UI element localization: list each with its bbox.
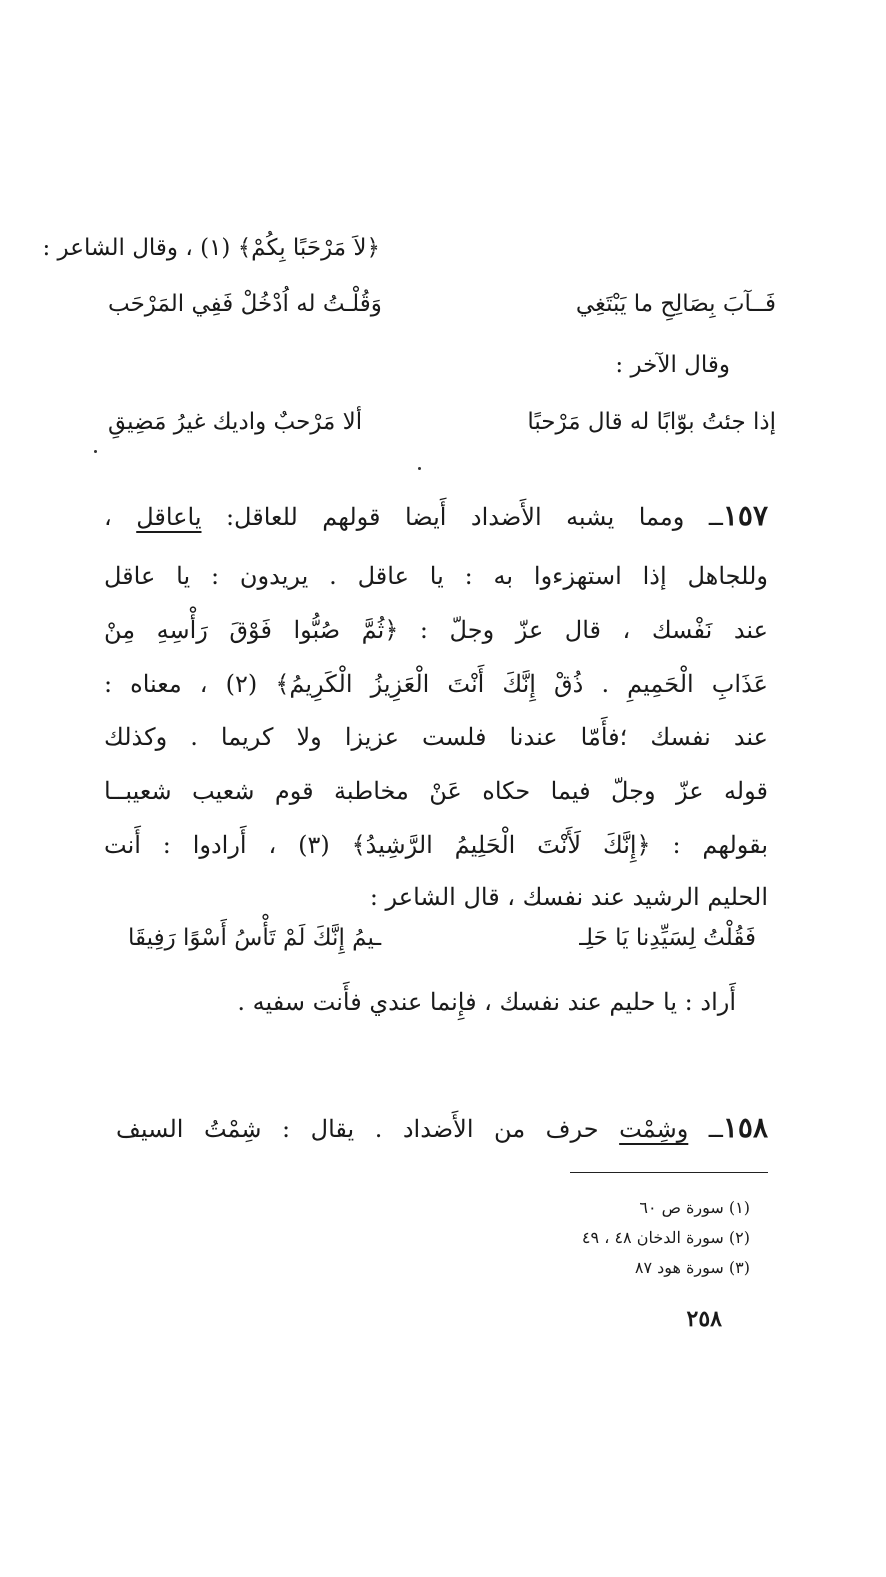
footnote: (٣) سورة هود ٨٧ [634, 1258, 750, 1277]
headword: وشِمْت [619, 1115, 689, 1143]
verse-hemistich-right: فَقُلْتُ لِسَيِّدِنا يَا حَلِـ [579, 925, 756, 951]
verse-line [108, 284, 776, 324]
text-line: وقال الآخر : [615, 352, 730, 378]
body-line: قوله عزّ وجلّ فيما حكاه عَنْ مخاطبة قوم شعيب شعيبــا [104, 777, 768, 805]
body-line: بقولهم : ﴿إِنَّكَ لَأَنْتَ الْحَلِيمُ الرَّشِيدُ﴾ (٣) ، أَرادوا : أَنت [104, 831, 768, 859]
footnote: (٢) سورة الدخان ٤٨ ، ٤٩ [581, 1228, 750, 1247]
verse-hemistich-left: ـيمُ إِنَّكَ لَمْ تَأْسُ أَسْوًا رَفِيقَا [128, 925, 382, 951]
paragraph-number: ١٥٧ [722, 499, 769, 532]
paragraph-number: ١٥٨ [722, 1111, 768, 1144]
body-line: الحليم الرشيد عند نفسك ، قال الشاعر : [369, 883, 768, 911]
body-line: عَذَابِ الْحَمِيمِ . ذُقْ إِنَّكَ أَنْتَ الْعَزِيزُ الْكَرِيمُ﴾ (٢) ، معناه : [104, 670, 768, 698]
body-line: عند نَفْسك ، قال عزّ وجلّ : ﴿ثُمَّ صُبُّوا فَوْقَ رَأْسِهِ مِنْ [104, 616, 768, 644]
body-line: وللجاهل إذا استهزءوا به : يا عاقل . يريدون : يا عاقل [104, 562, 768, 590]
footnote-rule [570, 1172, 768, 1173]
stray-mark [418, 467, 421, 470]
footnote: (١) سورة ص ٦٠ [639, 1198, 750, 1217]
stray-mark [94, 450, 97, 453]
paragraph-text: حرف من الأَضداد . يقال : شِمْتُ السيف [116, 1115, 620, 1143]
body-line: عند نفسك ؛فأَمّا عندنا فلست عزيزا ولا كريما . وكذلك [104, 723, 768, 751]
punctuation: ، [104, 503, 137, 531]
verse-line [128, 918, 756, 958]
paragraph-158-line [116, 1108, 768, 1149]
body-line: أَراد : يا حليم عند نفسك ، فإِنما عندي فأَنت سفيه . [237, 988, 736, 1016]
text-line: ﴿لاَ مَرْحَبًا بِكُمْ﴾ (١) ، وقال الشاعر : [42, 235, 380, 261]
dash: ــ [688, 1115, 723, 1143]
verse-hemistich-left: ألا مَرْحبٌ واديك غيرُ مَضِيقِ [108, 409, 363, 435]
verse-hemistich-left: وَقُلْـتُ له اُدْخُلْ فَفِي المَرْحَب [108, 291, 382, 317]
verse-line [108, 402, 776, 442]
page-number: ٢٥٨ [686, 1306, 722, 1332]
headword: ياعاقل [136, 503, 202, 531]
paragraph-157-first-line [104, 496, 768, 537]
verse-hemistich-right: إذا جئتُ بوّابًا له قال مَرْحبًا [527, 409, 776, 435]
paragraph-heading-text: ــ ومما يشبه الأَضداد أَيضا قولهم للعاقل: [201, 503, 723, 531]
verse-hemistich-right: فَــآبَ بِصَالِحِ ما يَبْتَغِي [575, 291, 776, 317]
